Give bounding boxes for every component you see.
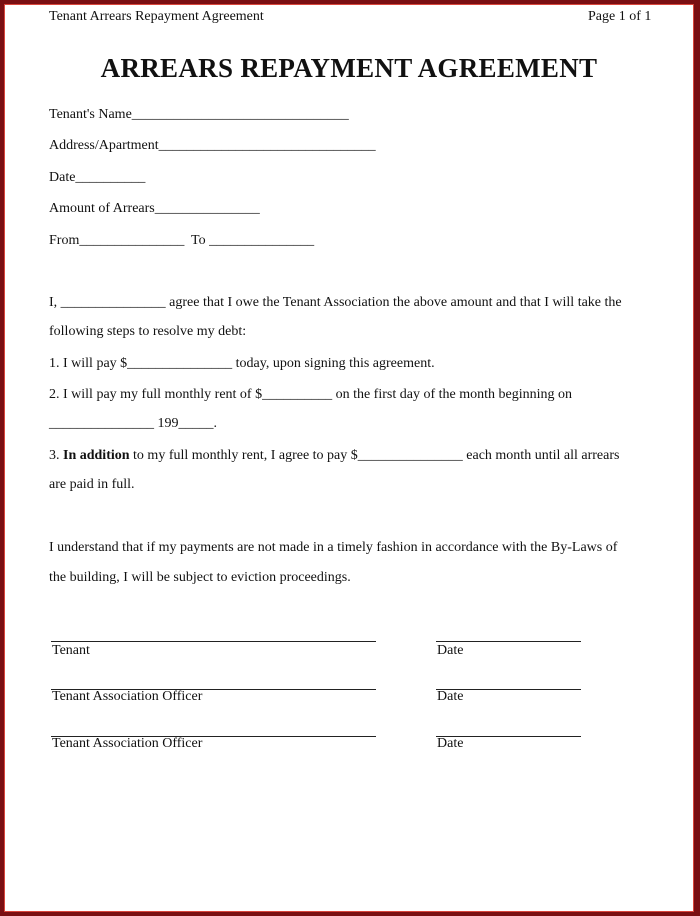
date-line [436,641,581,642]
paragraph-2-line-1: I understand that if my payments are not made in a timely fashion in accordance with the By-Laws of [49,540,618,555]
page-number: Page 1 of 1 [588,9,652,24]
paragraph-1-line-1: I, _______________ agree that I owe the Tenant Association the above amount and that I will take the [49,295,622,310]
step-3-text: to my full monthly rent, I agree to pay $_______________ each month until all arrears [129,448,620,463]
paragraph-2-line-2: the building, I will be subject to eviction proceedings. [49,570,351,585]
tenant-name-field: Tenant's Name_______________________________ [49,107,349,122]
step-3-number: 3. [49,448,63,463]
step-3-emphasis: In addition [63,448,130,463]
date-label: Date [437,736,464,751]
date-field: Date__________ [49,170,146,185]
signature-label: Tenant Association Officer [52,736,203,751]
header-title: Tenant Arrears Repayment Agreement [49,9,264,24]
date-label: Date [437,643,464,658]
signature-label: Tenant Association Officer [52,689,203,704]
date-label: Date [437,689,464,704]
signature-line [51,641,376,642]
signature-label: Tenant [52,643,90,658]
from-field: From_______________ [49,233,185,248]
amount-of-arrears-field: Amount of Arrears_______________ [49,201,260,216]
address-field: Address/Apartment_______________________________ [49,138,376,153]
step-1: 1. I will pay $_______________ today, upon signing this agreement. [49,356,435,371]
step-3-line-1 [49,448,619,464]
step-2-line-1: 2. I will pay my full monthly rent of $__________ on the first day of the month beginning on [49,387,572,402]
to-field: To _______________ [191,233,315,248]
document-page [4,4,694,912]
step-3-line-2: are paid in full. [49,477,135,492]
step-2-line-2: _______________ 199_____. [49,416,217,431]
document-title: ARREARS REPAYMENT AGREEMENT [100,53,598,83]
paragraph-1-line-2: following steps to resolve my debt: [49,324,247,339]
